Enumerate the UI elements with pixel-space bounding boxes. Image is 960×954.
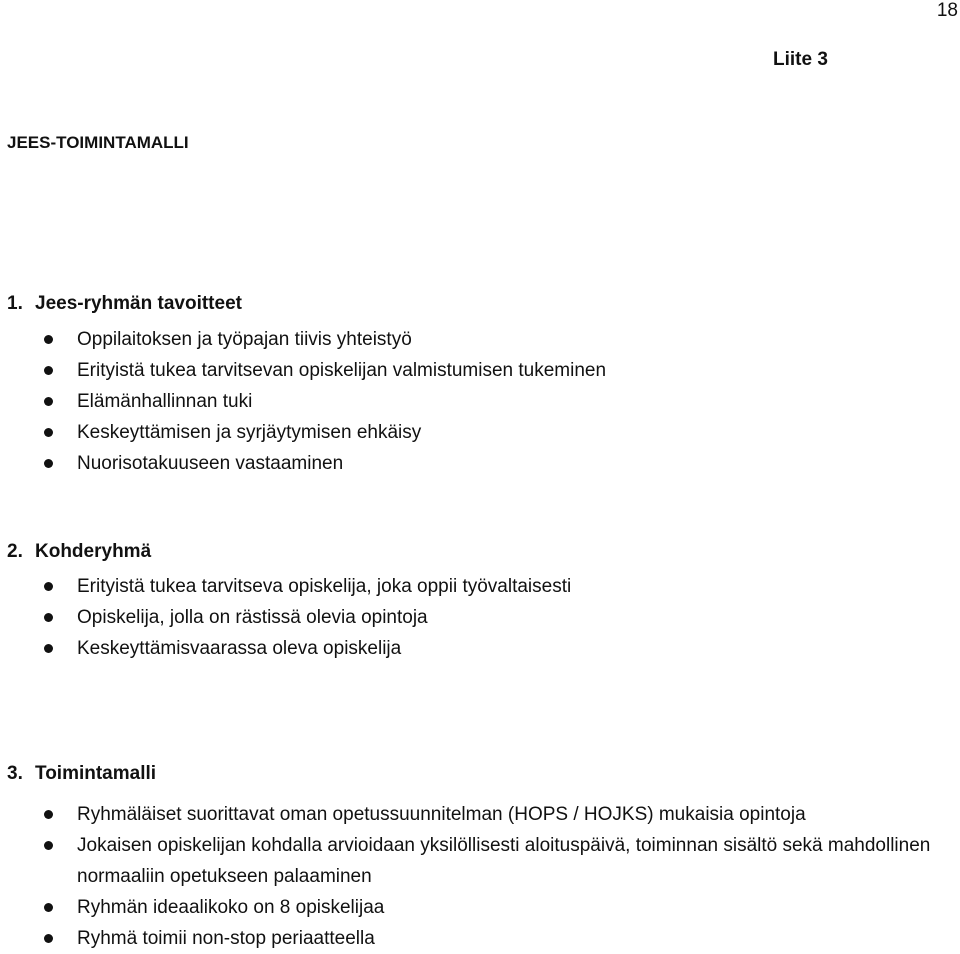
section-heading — [7, 763, 957, 785]
list-item — [7, 892, 957, 923]
bullet-list — [7, 571, 957, 664]
section-title: Jees-ryhmän tavoitteet — [35, 293, 242, 314]
list-item-text: Keskeyttämisvaarassa oleva opiskelija — [77, 638, 402, 659]
section-heading — [7, 293, 957, 315]
section-number: 1. — [7, 293, 23, 314]
bullet-icon — [44, 903, 53, 912]
section-operating-model — [7, 763, 957, 954]
list-item-text: Opiskelija, jolla on rästissä olevia opintoja — [77, 607, 428, 628]
list-item — [7, 571, 957, 602]
list-item-text: Ryhmä toimii non-stop periaatteella — [77, 928, 375, 949]
list-item — [7, 417, 957, 448]
bullet-icon — [44, 428, 53, 437]
bullet-icon — [44, 934, 53, 943]
list-item — [7, 799, 957, 830]
list-item-text: Ryhmäläiset suorittavat oman opetussuunnitelman (HOPS / HOJKS) mukaisia opintoja — [77, 804, 806, 825]
section-title: Toimintamalli — [35, 763, 157, 784]
list-item — [7, 324, 957, 355]
list-item-text: Jokaisen opiskelijan kohdalla arvioidaan yksilöllisesti aloituspäivä, toiminnan sisältö sekä mahdollinen normaaliin opetukseen palaaminen — [77, 835, 931, 887]
list-item — [7, 602, 957, 633]
bullet-icon — [44, 644, 53, 653]
list-item — [7, 355, 957, 386]
list-item-text: Erityistä tukea tarvitsevan opiskelijan valmistumisen tukeminen — [77, 360, 607, 381]
section-goals — [7, 293, 957, 479]
list-item-text: Elämänhallinnan tuki — [77, 391, 253, 412]
section-heading — [7, 541, 957, 563]
list-item-text: Erityistä tukea tarvitseva opiskelija, joka oppii työvaltaisesti — [77, 576, 572, 597]
appendix-label: Liite 3 — [773, 49, 828, 70]
bullet-icon — [44, 397, 53, 406]
bullet-icon — [44, 810, 53, 819]
bullet-icon — [44, 841, 53, 850]
list-item — [7, 386, 957, 417]
bullet-list — [7, 324, 957, 479]
bullet-icon — [44, 459, 53, 468]
bullet-icon — [44, 335, 53, 344]
section-title: Kohderyhmä — [35, 541, 152, 562]
bullet-icon — [44, 366, 53, 375]
list-item-text: Keskeyttämisen ja syrjäytymisen ehkäisy — [77, 422, 422, 443]
list-item — [7, 923, 957, 954]
list-item-text: Nuorisotakuuseen vastaaminen — [77, 453, 344, 474]
page-number: 18 — [936, 0, 958, 21]
section-number: 3. — [7, 763, 23, 784]
list-item-text: Oppilaitoksen ja työpajan tiivis yhteistyö — [77, 329, 412, 350]
list-item — [7, 448, 957, 479]
bullet-list — [7, 799, 957, 954]
list-item — [7, 633, 957, 664]
section-target-group — [7, 541, 957, 664]
document-title: JEES-TOIMINTAMALLI — [7, 133, 189, 152]
bullet-icon — [44, 582, 53, 591]
list-item-text: Ryhmän ideaalikoko on 8 opiskelijaa — [77, 897, 385, 918]
section-number: 2. — [7, 541, 23, 562]
list-item — [7, 830, 957, 892]
bullet-icon — [44, 613, 53, 622]
